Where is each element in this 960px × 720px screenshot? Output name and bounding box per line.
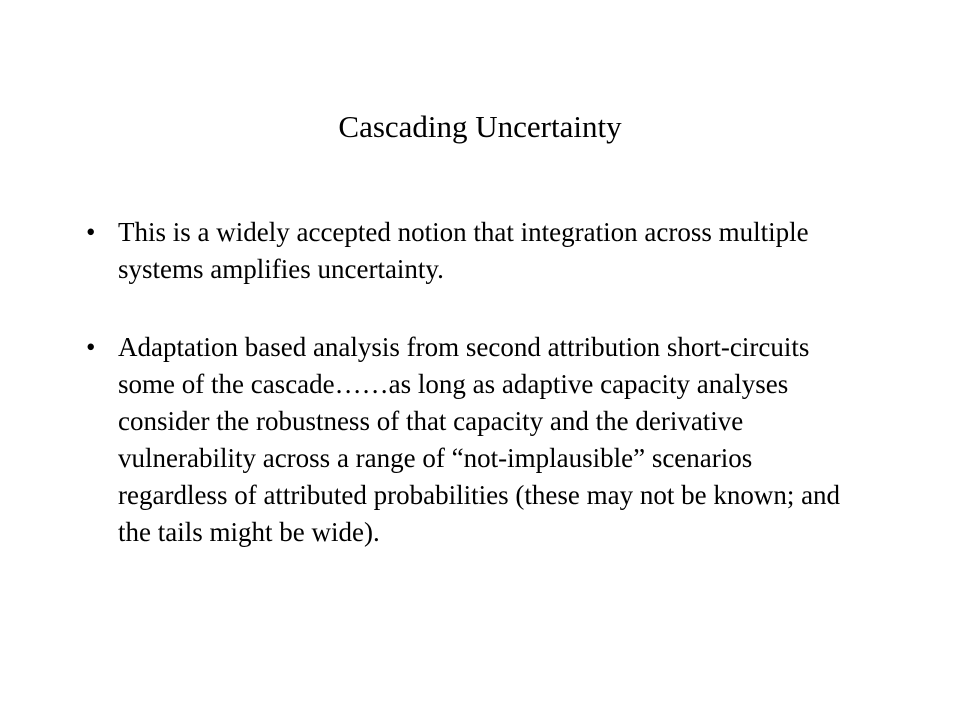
bullet-icon: • <box>86 217 96 247</box>
bullet-icon: • <box>86 332 96 362</box>
bullet-list <box>0 214 960 592</box>
bullet-text: This is a widely accepted notion that integration across multiple systems amplifies uncertainty. <box>118 217 809 284</box>
bullet-text: Adaptation based analysis from second attribution short-circuits some of the cascade……as long as adaptive capacity analyses consider the robustness of that capacity and the derivative vulnerability across a range of “not-implausible” scenarios regardless of attributed probabilities (these may not be known; and the tails might be wide). <box>118 332 841 547</box>
bullet-item <box>0 214 860 288</box>
slide-title: Cascading Uncertainty <box>338 109 622 144</box>
bullet-item <box>0 329 860 551</box>
